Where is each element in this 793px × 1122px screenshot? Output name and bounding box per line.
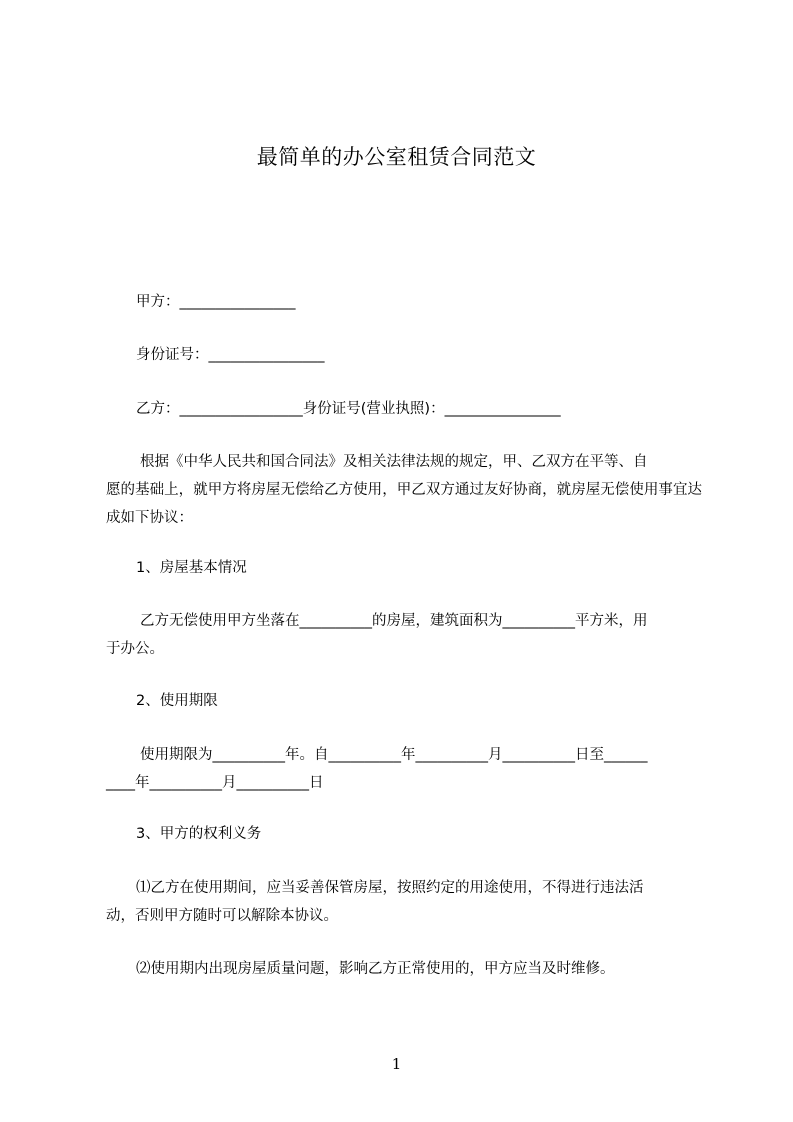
id-number-line: 身份证号：________________ — [136, 347, 325, 363]
section3-item2: ⑵使用期内出现房屋质量问题，影响乙方正常使用的，甲方应当及时维修。 — [136, 961, 615, 977]
section1-text-line1: 乙方无偿使用甲方坐落在__________的房屋，建筑面积为__________平方米，用 — [140, 613, 648, 629]
document-title: 最简单的办公室租赁合同范文 — [256, 145, 537, 169]
page-number: 1 — [391, 1055, 402, 1073]
section3-heading: 3、甲方的权利义务 — [136, 826, 262, 842]
section3-item1-line2: 动，否则甲方随时可以解除本协议。 — [106, 908, 338, 924]
intro-paragraph-line1: 根据《中华人民共和国合同法》及相关法律法规的规定，甲、乙双方在平等、自 — [140, 454, 648, 470]
intro-paragraph-rest: 愿的基础上，就甲方将房屋无偿给乙方使用，甲乙双方通过友好协商，就房屋无偿使用事宜达成如下协议： — [106, 482, 702, 526]
section1-heading: 1、房屋基本情况 — [136, 560, 247, 576]
party-b-line: 乙方：_________________身份证号(营业执照)：________________ — [136, 401, 561, 417]
section1-text-line2: 于办公。 — [106, 641, 164, 657]
section2-text-line1: 使用期限为__________年。自__________年__________月__________日至______ — [140, 747, 648, 763]
section3-item1-line1: ⑴乙方在使用期间，应当妥善保管房屋，按照约定的用途使用，不得进行违法活 — [136, 880, 644, 896]
section2-heading: 2、使用期限 — [136, 693, 218, 709]
section2-text-line2: ____年__________月__________日 — [106, 775, 324, 791]
party-a-line: 甲方：________________ — [136, 294, 296, 310]
